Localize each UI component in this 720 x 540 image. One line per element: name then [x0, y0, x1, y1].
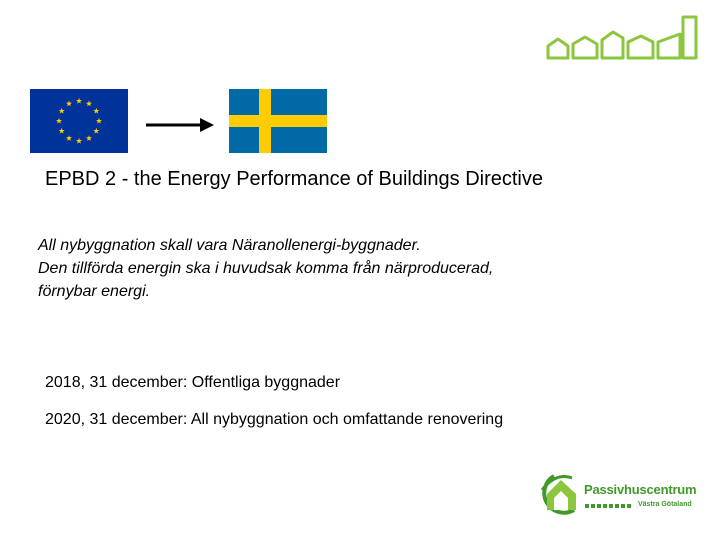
logo-name: Passivhuscentrum — [584, 482, 697, 497]
sweden-flag-icon — [229, 89, 327, 153]
logo-subtitle: Västra Götaland — [638, 501, 692, 508]
body-line: Den tillförda energin ska i huvudsak komma från närproducerad, — [38, 260, 494, 277]
houses-outline-icon — [545, 14, 700, 62]
right-arrow-icon — [144, 117, 216, 133]
deadline-all-new-buildings: 2020, 31 december: All nybyggnation och omfattande renovering — [45, 411, 504, 428]
slide-title: EPBD 2 - the Energy Performance of Buildings Directive — [45, 168, 543, 190]
body-paragraph — [38, 234, 678, 303]
logo-dots-decoration — [585, 503, 635, 509]
deadline-public-buildings: 2018, 31 december: Offentliga byggnader — [45, 374, 341, 391]
body-line: All nybyggnation skall vara Näranollenergi-byggnader. — [38, 237, 421, 254]
passivhuscentrum-logo — [534, 470, 704, 516]
passivhus-logo-icon — [534, 470, 582, 516]
eu-flag-icon — [30, 89, 128, 153]
body-line: förnybar energi. — [38, 283, 151, 300]
